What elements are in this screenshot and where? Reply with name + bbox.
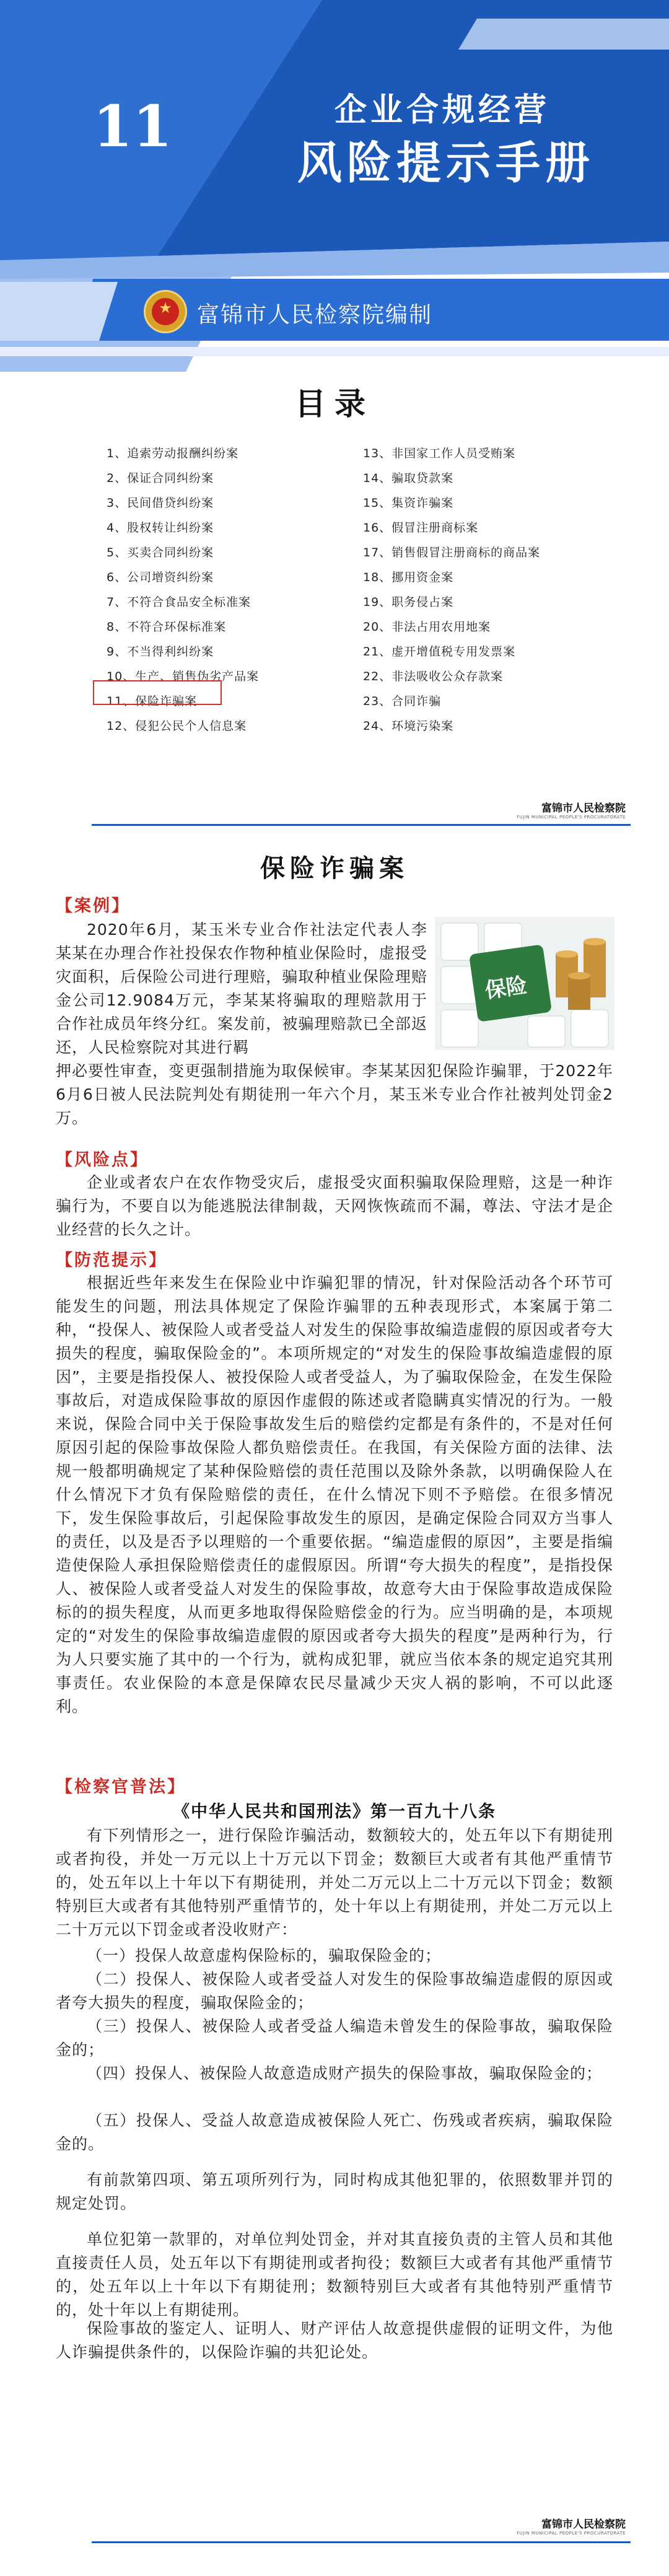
footer-org-name-en: FUJIN MUNICIPAL PEOPLE'S PROCURATORATE xyxy=(517,2531,626,2536)
law-item: （五）投保人、受益人故意造成被保险人死亡、伤残或者疾病，骗取保险金的。 xyxy=(56,2111,613,2153)
toc-title: 目录 xyxy=(295,386,374,422)
toc-item[interactable]: 14、骗取贷款案 xyxy=(363,471,454,485)
header-org-name: 富锦市人民检察院编制 xyxy=(197,302,433,328)
divider-line xyxy=(92,824,631,826)
toc-item[interactable]: 21、虚开增值税专用发票案 xyxy=(363,645,516,659)
insurance-puzzle-image xyxy=(435,917,614,1050)
divider-line xyxy=(92,2541,631,2543)
toc-item[interactable]: 4、股权转让纠纷案 xyxy=(107,521,214,535)
toc-item-current[interactable]: 11、保险诈骗案 xyxy=(107,694,198,708)
law-paragraph: 有前款第四项、第五项所列行为，同时构成其他犯罪的，依照数罪并罚的规定处罚。 xyxy=(56,2171,613,2212)
prevention-heading: 【防范提示】 xyxy=(56,1251,167,1270)
photo-label: 保险 xyxy=(483,973,529,1004)
law-item: （四）投保人、被保险人故意造成财产损失的保险事故，骗取保险金的； xyxy=(87,2064,603,2082)
toc-item[interactable]: 17、销售假冒注册商标的商品案 xyxy=(363,546,541,559)
toc-item[interactable]: 9、不当得利纠纷案 xyxy=(107,645,214,659)
footer-org-name: 富锦市人民检察院 xyxy=(541,2518,626,2531)
cover-header xyxy=(0,0,669,372)
footer-logo xyxy=(471,799,626,820)
footer-org-name-en: FUJIN MUNICIPAL PEOPLE'S PROCURATORATE xyxy=(517,815,626,820)
toc-item[interactable]: 22、非法吸收公众存款案 xyxy=(363,670,504,683)
toc-item[interactable]: 5、买卖合同纠纷案 xyxy=(107,546,214,559)
toc-item[interactable]: 7、不符合食品安全标准案 xyxy=(107,595,251,609)
article-title: 保险诈骗案 xyxy=(260,854,409,883)
procuratorate-emblem-icon: ★ xyxy=(144,290,187,333)
toc-item[interactable]: 16、假冒注册商标案 xyxy=(363,521,479,535)
toc-item[interactable]: 15、集资诈骗案 xyxy=(363,496,454,510)
law-title: 《中华人民共和国刑法》第一百九十八条 xyxy=(173,1802,496,1821)
law-intro: 有下列情形之一，进行保险诈骗活动，数额较大的，处五年以下有期徒刑或者拘役，并处一万元以上十万元以下罚金；数额巨大或者有其他严重情节的，处五年以上十年以下有期徒刑，并处二万元以上二十万元以下罚金；数额特别巨大或者有其他特别严重情节的，处十年以上有期徒刑，并处二万元以上二十万元以下罚金或者没收财产： xyxy=(56,1826,613,1939)
law-paragraph: 保险事故的鉴定人、证明人、财产评估人故意提供虚假的证明文件，为他人诈骗提供条件的，以保险诈骗的共犯论处。 xyxy=(56,2320,613,2361)
toc-item[interactable]: 24、环境污染案 xyxy=(363,719,454,733)
footer-logo xyxy=(471,2515,626,2536)
toc-item[interactable]: 23、合同诈骗 xyxy=(363,694,442,708)
toc-item[interactable]: 3、民间借贷纠纷案 xyxy=(107,496,214,510)
toc-item[interactable]: 6、公司增资纠纷案 xyxy=(107,571,214,584)
toc-item[interactable]: 18、挪用资金案 xyxy=(363,571,454,584)
law-heading: 【检察官普法】 xyxy=(56,1777,186,1797)
law-item: （三）投保人、被保险人或者受益人编造未曾发生的保险事故，骗取保险金的； xyxy=(56,2017,613,2059)
toc-item[interactable]: 1、追索劳动报酬纠纷案 xyxy=(107,447,239,460)
toc-right-column xyxy=(363,441,540,738)
header-title-line1: 企业合规经营 xyxy=(334,92,551,129)
law-paragraph: 单位犯第一款罪的，对单位判处罚金，并对其直接负责的主管人员和其他直接责任人员，处五年以下有期徒刑或者拘役；数额巨大或者有其他严重情节的，处五年以上十年以下有期徒刑；数额特别巨大或者有其他特别严重情节的，处十年以上有期徒刑。 xyxy=(56,2230,613,2319)
footer-org-name: 富锦市人民检察院 xyxy=(541,802,626,815)
case-heading: 【案例】 xyxy=(56,896,130,916)
puzzle-illustration xyxy=(435,917,614,1050)
toc-item[interactable]: 19、职务侵占案 xyxy=(363,595,454,609)
toc-item[interactable]: 20、非法占用农用地案 xyxy=(363,620,491,634)
law-item: （一）投保人故意虚构保险标的，骗取保险金的； xyxy=(87,1947,442,1965)
toc-item[interactable]: 10、生产、销售伪劣产品案 xyxy=(107,670,260,683)
law-item: （二）投保人、被保险人或者受益人对发生的保险事故编造虚假的原因或者夸大损失的程度，骗取保险金的； xyxy=(56,1970,613,2012)
risk-heading: 【风险点】 xyxy=(56,1150,149,1170)
header-title-line2: 风险提示手册 xyxy=(297,137,595,189)
toc-item[interactable]: 12、侵犯公民个人信息案 xyxy=(107,719,247,733)
case-text-part2: 押必要性审查，变更强制措施为取保候审。李某某因犯保险诈骗罪，于2022年6月6日被人民法院判处有期徒刑一年六个月，某玉米专业合作社被判处罚金2万。 xyxy=(56,1062,613,1127)
toc-highlight-box xyxy=(93,680,222,705)
risk-text: 企业或者农户在农作物受灾后，虚报受灾面积骗取保险理赔，这是一种诈骗行为，不要自以为能逃脱法律制裁，天网恢恢疏而不漏，尊法、守法才是企业经营的长久之计。 xyxy=(56,1173,613,1238)
case-text-part1: 2020年6月，某玉米专业合作社法定代表人李某某在办理合作社投保农作物种植业保险时，虚报受灾面积，后保险公司进行理赔，骗取种植业保险理赔金公司12.9084万元，李某某将骗取的理赔款用于合作社成员年终分红。案发前，被骗理赔款已全部返还，人民检察院对其进行羁 xyxy=(56,921,427,1056)
booklet-number: 11 xyxy=(93,93,173,160)
prevention-text: 根据近些年来发生在保险业中诈骗犯罪的情况，针对保险活动各个环节可能发生的问题，刑法具体规定了保险诈骗罪的五种表现形式，本案属于第二种，“投保人、被保险人或者受益人对发生的保险事故编造虚假的原因或者夸大损失的程度，骗取保险金的”。本项所规定的“对发生的保险事故编造虚假的原因”，主要是指投保人、被投保险人或者受益人，为了骗取保险金，在发生保险事故后，对造成保险事故的原因作虚假的陈述或者隐瞒真实情况的行为。一般来说，保险合同中关于保险事故发生后的赔偿约定都是有条件的，不是对任何原因引起的保险事故保险人都负赔偿责任。在我国，有关保险方面的法律、法规一般都明确规定了某种保险赔偿的责任范围以及除外条款，以明确保险人在什么情况下才负有保险赔偿的责任，在什么情况下则不予赔偿。在很多情况下，发生保险事故后，引起保险事故发生的原因，是确定保险合同双方当事人的责任，以及是否予以理赔的一个重要依据。“编造虚假的原因”，主要是指编造使保险人承担保险赔偿责任的虚假原因。所谓“夸大损失的程度”，是指投保人、被保险人或者受益人对发生的保险事故，故意夸大由于保险事故造成保险标的的损失程度，从而更多地取得保险赔偿金的行为。应当明确的是，本项规定的“对发生的保险事故编造虚假的原因或者夸大损失的程度”是两种行为，行为人只要实施了其中的一个行为，就构成犯罪，就应当依本条的规定追究其刑事责任。农业保险的本意是保障农民尽量减少天灾人祸的影响，不可以此逐利。 xyxy=(56,1274,613,1715)
toc-item[interactable]: 8、不符合环保标准案 xyxy=(107,620,227,634)
toc-item[interactable]: 13、非国家工作人员受贿案 xyxy=(363,447,516,460)
toc-item[interactable]: 2、保证合同纠纷案 xyxy=(107,471,214,485)
